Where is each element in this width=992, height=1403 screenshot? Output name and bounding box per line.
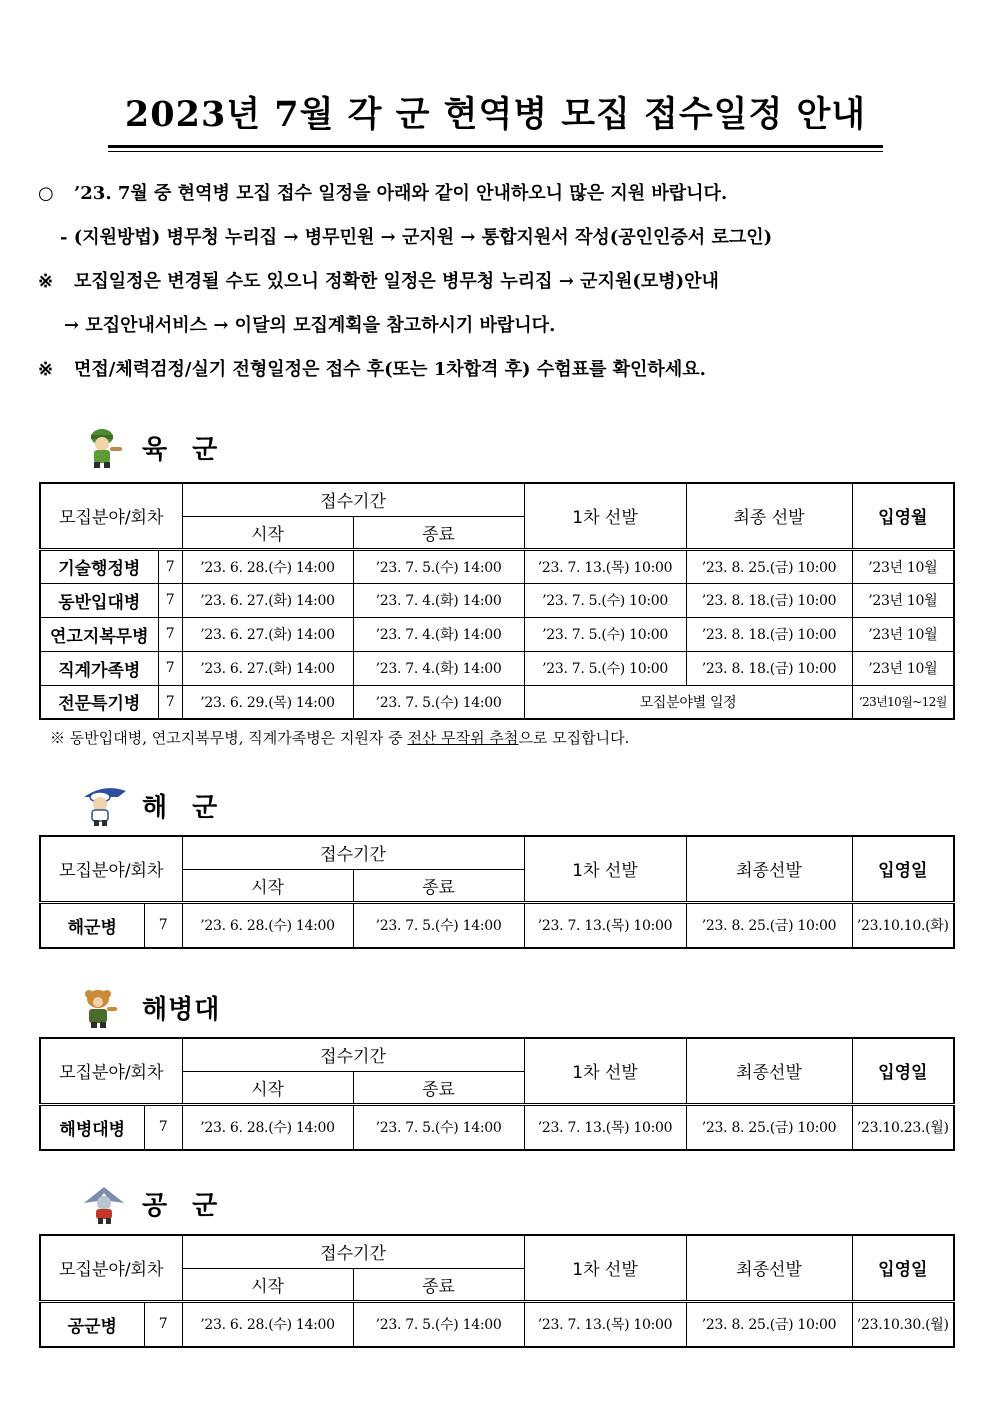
army-schedule-table [39, 482, 955, 720]
header-period: 접수기간 [182, 1235, 524, 1268]
header-start: 시작 [182, 516, 353, 549]
table-row: 전문특기병 7 ’23. 6. 29.(목) 14:00 ’23. 7. 5.(수) 14:00 모집분야별 일정 ’23년10월~12월 [40, 685, 954, 719]
table-row: 공군병 7 ’23. 6. 28.(수) 14:00 ’23. 7. 5.(수) 14:00 ’23. 7. 13.(목) 10:00 ’23. 8. 25.(금) 10:00 ’23.10.30.(월) [40, 1301, 954, 1347]
header-start: 시작 [182, 1268, 353, 1301]
table-row: 직계가족병 7 ’23. 6. 27.(화) 14:00 ’23. 7. 4.(화) 14:00 ’23. 7. 5.(수) 10:00 ’23. 8. 18.(금) 10:00 ’23년 10월 [40, 651, 954, 685]
header-field: 모집분야/회차 [40, 483, 182, 549]
section-marine-label: 해병대 [142, 994, 221, 1025]
header-field: 모집분야/회차 [40, 1038, 182, 1104]
header-final: 최종선발 [686, 1038, 852, 1104]
header-period: 접수기간 [182, 1038, 524, 1071]
marine-mascot-icon [80, 985, 128, 1029]
header-enlist: 입영일 [852, 836, 954, 902]
header-period: 접수기간 [182, 483, 524, 516]
section-army-label: 육 군 [142, 434, 226, 465]
army-note: ※ 동반입대병, 연고지복무병, 직계가족병은 지원자 중 전산 무작위 추첨으로 모집합니다. [50, 729, 630, 747]
header-first: 1차 선발 [524, 836, 686, 902]
section-airforce [80, 1180, 225, 1226]
intro-notice [38, 176, 953, 396]
intro-line-5: ※ 면접/체력검정/실기 전형일정은 접수 후(또는 1차합격 후) 수험표를 확인하세요. [38, 359, 706, 380]
header-enlist: 입영일 [852, 1235, 954, 1301]
header-first: 1차 선발 [524, 1038, 686, 1104]
navy-schedule-table [39, 835, 955, 949]
header-field: 모집분야/회차 [40, 836, 182, 902]
intro-line-3: ※ 모집일정은 변경될 수도 있으니 정확한 일정은 병무청 누리집 → 군지원(모병)안내 [38, 271, 719, 292]
header-enlist: 입영일 [852, 1038, 954, 1104]
section-navy-label: 해 군 [142, 792, 226, 823]
header-field: 모집분야/회차 [40, 1235, 182, 1301]
header-final: 최종선발 [686, 1235, 852, 1301]
table-row: 해병대병 7 ’23. 6. 28.(수) 14:00 ’23. 7. 5.(수) 14:00 ’23. 7. 13.(목) 10:00 ’23. 8. 25.(금) 10:00 ’23.10.23.(월) [40, 1104, 954, 1150]
header-end: 종료 [353, 869, 524, 902]
header-period: 접수기간 [182, 836, 524, 869]
table-row: 해군병 7 ’23. 6. 28.(수) 14:00 ’23. 7. 5.(수) 14:00 ’23. 7. 13.(목) 10:00 ’23. 8. 25.(금) 10:00 ’23.10.10.(화) [40, 902, 954, 948]
navy-mascot-icon [80, 783, 128, 827]
intro-line-2: - (지원방법) 병무청 누리집 → 병무민원 → 군지원 → 통합지원서 작성(공인인증서 로그인) [60, 227, 773, 248]
header-final: 최종 선발 [686, 483, 852, 549]
section-marine [80, 984, 220, 1030]
airforce-mascot-icon [80, 1181, 128, 1225]
section-army [80, 424, 225, 470]
table-row: 동반입대병 7 ’23. 6. 27.(화) 14:00 ’23. 7. 4.(화) 14:00 ’23. 7. 5.(수) 10:00 ’23. 8. 18.(금) 10:00 ’23년 10월 [40, 583, 954, 617]
header-final: 최종선발 [686, 836, 852, 902]
table-row: 기술행정병 7 ’23. 6. 28.(수) 14:00 ’23. 7. 5.(수) 14:00 ’23. 7. 13.(목) 10:00 ’23. 8. 25.(금) 10:00 ’23년 10월 [40, 549, 954, 583]
airforce-schedule-table [39, 1234, 955, 1348]
army-mascot-icon [80, 425, 128, 469]
intro-line-4: → 모집안내서비스 → 이달의 모집계획을 참고하시기 바랍니다. [64, 315, 556, 336]
header-enlist: 입영월 [852, 483, 954, 549]
header-start: 시작 [182, 1071, 353, 1104]
header-first: 1차 선발 [524, 483, 686, 549]
header-start: 시작 [182, 869, 353, 902]
section-airforce-label: 공 군 [142, 1190, 226, 1221]
header-first: 1차 선발 [524, 1235, 686, 1301]
table-row: 연고지복무병 7 ’23. 6. 27.(화) 14:00 ’23. 7. 4.(화) 14:00 ’23. 7. 5.(수) 10:00 ’23. 8. 18.(금) 10:00 ’23년 10월 [40, 617, 954, 651]
header-end: 종료 [353, 1268, 524, 1301]
intro-line-1: ○ ’23. 7월 중 현역병 모집 접수 일정을 아래와 같이 안내하오니 많은 지원 바랍니다. [38, 183, 728, 204]
header-end: 종료 [353, 516, 524, 549]
section-navy [80, 782, 225, 828]
page-title: 2023년 7월 각 군 현역병 모집 접수일정 안내 [108, 88, 883, 148]
header-end: 종료 [353, 1071, 524, 1104]
merged-schedule-cell: 모집분야별 일정 [524, 685, 852, 719]
marine-schedule-table [39, 1037, 955, 1151]
